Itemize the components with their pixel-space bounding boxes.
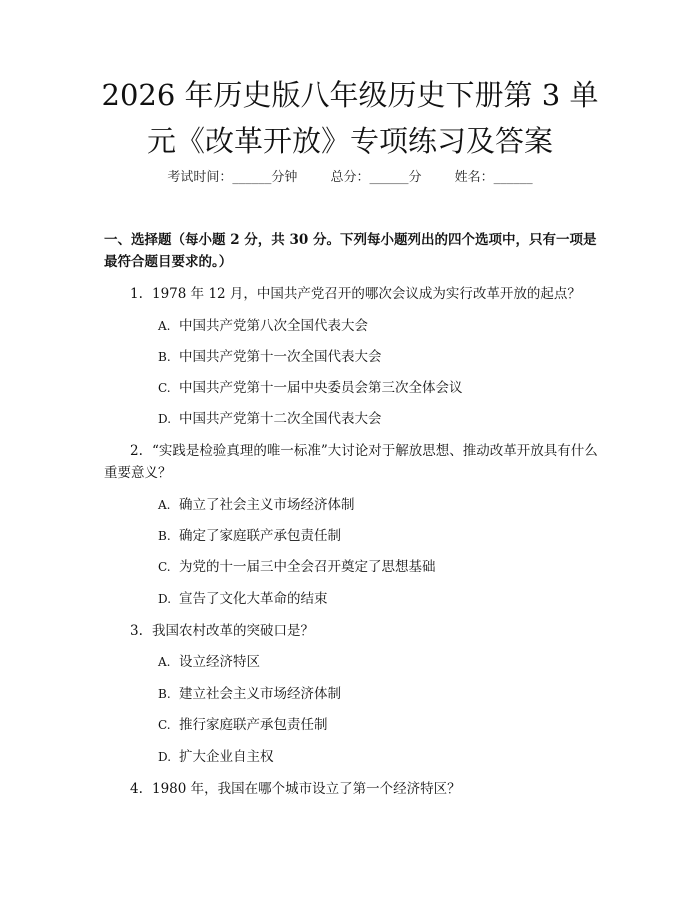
- exam-info-line: [0, 166, 700, 185]
- question-text: 1978 年 12 月，中国共产党召开的哪次会议成为实行改革开放的起点？: [152, 286, 581, 302]
- question-2: [104, 440, 604, 484]
- question-2-option-a: [158, 495, 355, 515]
- option-letter: B.: [158, 529, 171, 543]
- page-title: 2026 年历史版八年级历史下册第 3 单元《改革开放》专项练习及答案: [101, 78, 599, 158]
- question-text: 我国农村改革的突破口是？: [152, 623, 314, 639]
- option-text: 为党的十一届三中全会召开奠定了思想基础: [179, 559, 436, 575]
- question-1-option-a: [158, 316, 368, 336]
- option-letter: A.: [158, 319, 171, 333]
- question-1-option-c: [158, 378, 463, 398]
- option-text: 推行家庭联产承包责任制: [179, 717, 328, 733]
- option-letter: D.: [158, 412, 172, 426]
- question-1-option-b: [158, 347, 382, 367]
- question-text: “实践是检验真理的唯一标准”大讨论对于解放思想、推动改革开放具有什么重要意义？: [104, 443, 598, 481]
- option-text: 中国共产党第十一次全国代表大会: [179, 349, 382, 365]
- option-letter: D.: [158, 750, 172, 764]
- question-1: [104, 283, 604, 305]
- option-text: 中国共产党第八次全国代表大会: [179, 318, 368, 334]
- option-letter: B.: [158, 687, 171, 701]
- option-letter: D.: [158, 592, 172, 606]
- question-3-option-a: [158, 652, 260, 672]
- option-letter: A.: [158, 655, 171, 669]
- question-number: 2.: [130, 443, 143, 459]
- option-text: 扩大企业自主权: [179, 749, 274, 765]
- question-number: 3.: [130, 623, 143, 639]
- section-heading: 一、选择题（每小题 2 分，共 30 分。下列每小题列出的四个选项中，只有一项是最符合题目要求的。）: [104, 232, 597, 270]
- option-text: 建立社会主义市场经济体制: [179, 686, 341, 702]
- question-3-option-b: [158, 684, 341, 704]
- question-2-option-d: [158, 589, 328, 609]
- name-field: 姓名：______: [454, 170, 533, 185]
- question-4: [104, 778, 604, 800]
- exam-time-field: 考试时间：______分钟: [167, 170, 298, 185]
- option-letter: C.: [158, 381, 171, 395]
- option-text: 设立经济特区: [179, 654, 260, 670]
- question-1-option-d: [158, 409, 382, 429]
- question-3-option-c: [158, 715, 328, 735]
- question-text: 1980 年，我国在哪个城市设立了第一个经济特区？: [152, 781, 461, 797]
- option-letter: A.: [158, 498, 171, 512]
- option-text: 宣告了文化大革命的结束: [179, 591, 328, 607]
- question-number: 1.: [130, 286, 143, 302]
- question-2-option-c: [158, 557, 436, 577]
- option-text: 确定了家庭联产承包责任制: [179, 528, 341, 544]
- option-letter: B.: [158, 350, 171, 364]
- question-2-option-b: [158, 526, 341, 546]
- question-3-option-d: [158, 747, 274, 767]
- question-3: [104, 620, 604, 642]
- option-text: 中国共产党第十一届中央委员会第三次全体会议: [179, 380, 463, 396]
- option-text: 中国共产党第十二次全国代表大会: [179, 411, 382, 427]
- option-text: 确立了社会主义市场经济体制: [179, 497, 355, 513]
- option-letter: C.: [158, 718, 171, 732]
- question-number: 4.: [130, 781, 143, 797]
- total-score-field: 总分：______分: [330, 170, 422, 185]
- option-letter: C.: [158, 560, 171, 574]
